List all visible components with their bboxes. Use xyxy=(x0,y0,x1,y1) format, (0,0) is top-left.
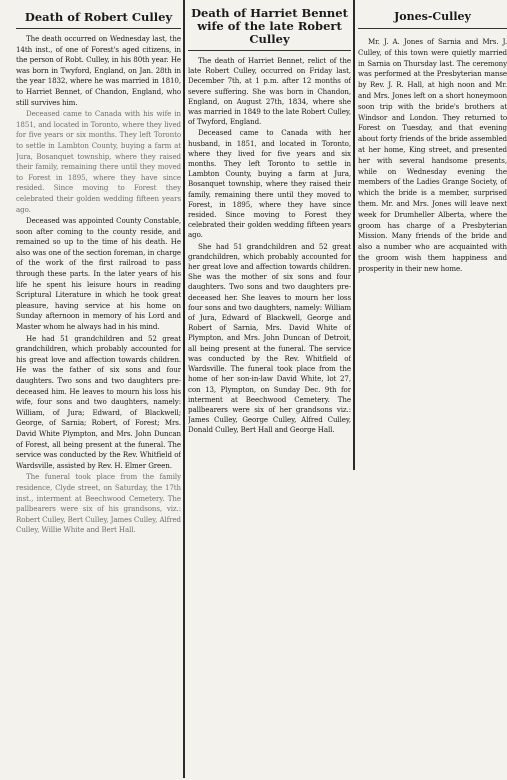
article-title: Death of Harriet Bennet wife of the late Robert Culley xyxy=(188,4,351,51)
article-paragraph: The funeral took place from the family residence, Clyde street, on Saturday, the 17th inst., interment at Beechwood Cemetery. The pallbearers were six of his grandsons, viz.: Robert Culley, Bert Culley, James Culley, Alfred Culley, Willie White and Bert Hall. xyxy=(16,472,181,535)
article-body xyxy=(188,51,351,436)
article-harriet-bennet xyxy=(188,4,351,437)
article-paragraph: Deceased was appointed County Constable, soon after coming to the county reside, and remained so up to the time of his death. He also was one of the section foreman, in charge of the work of the first railroad to pass through these parts. In the later years of his life he spent his leisure hours in reading Scriptural Literature in which he took great pleasure, having service at his home on Sunday afternoon in memory of his Lord and Master whom he always had in his mind. xyxy=(16,216,181,332)
article-body xyxy=(16,29,181,536)
article-paragraph: She had 51 grandchildren and 52 great grandchildren, which probably accounted for her great love and affection towards children. She was the mother of six sons and four daughters. Two sons and two daughters pre-deceased her. She leaves to mourn her loss four sons and two daughters, namely: William of Jura, Edward of Blackwell, George and Robert of Sarnia, Mrs. David White of Plympton, and Mrs. John Duncan of Detroit, all being present at the funeral. The service was conducted by the Rev. Whitfield of Wardsville. The funeral took place from the home of her son-in-law David White, lot 27, con 13, Plympton, on Sunday Dec. 9th for interment at Beechwood Cemetery. The pallbearers were six of her grandsons viz.: James Culley, George Culley, Alfred Culley, Donald Culley, Bert Hall and George Hall. xyxy=(188,241,351,435)
article-paragraph: Mr. J. A. Jones of Sarnia and Mrs. J. Culley, of this town were quietly married in Sarnia on Thursday last. The ceremony was performed at the Presbyterian manse by Rev. J. R. Hall, at high noon and Mr. and Mrs. Jones left on a short honeymoon soon trip with the bride's brothers at Windsor and London. They returned to Forest on Tuesday, and that evening about forty friends of the bride assembled at her home, King street, and presented her with several handsome presents, while on Wednesday evening the members of the Ladies Grange Society, of which the bride is a member, surprised them. Mr. and Mrs. Jones will leave next week for Drumheller Alberta, where the groom has charge of a Presbyterian Mission. Many friends of the bride and also a number who are acquainted with the groom wish them happiness and prosperity in their new home. xyxy=(358,37,507,273)
article-paragraph: Deceased came to Canada with his wife in 1851, and located in Toronto, where they lived for five years or six months. They left Toronto to settle in Lambton County, buying a farm at Jura, Bosanquet township, where they raised their family, remaining there until they moved to Forest in 1895, where they have since resided. Since moving to Forest they celebrated their golden wedding fifteen years ago. xyxy=(16,109,181,214)
article-paragraph: Deceased came to Canada with her husband, in 1851, and located in Toronto, where they lived for five years and six months. They left Toronto to settle in Lambton County, buying a farm at Jura, Bosanquet township, where they raised their family, remaining there until they moved to Forest, in 1895, where they have since resided. Since moving to Forest they celebrated their golden wedding fifteen years ago. xyxy=(188,128,351,240)
article-paragraph: The death of Harriet Bennet, relict of the late Robert Culley, occurred on Friday last, December 7th, at 1 p.m. after 12 months of severe suffering. She was born in Chandon, England, on August 27th, 1834, where she was married in 1849 to the late Robert Culley, of Twyford, England. xyxy=(188,56,351,127)
article-paragraph: The death occurred on Wednesday last, the 14th inst., of one of Forest's aged citizens, in the person of Robt. Culley, in his 80th year. He was born in Twyford, England, on Jan. 28th in the year 1832, where he was married in 1810, to Harriet Bennet, of Chandon, England, who still survives him. xyxy=(16,34,181,107)
article-jones-culley xyxy=(358,4,507,276)
article-title: Death of Robert Culley xyxy=(16,4,181,29)
article-robert-culley xyxy=(16,4,181,537)
column-rule-right xyxy=(353,0,355,470)
column-rule-left xyxy=(183,0,185,778)
article-title: Jones-Culley xyxy=(358,4,507,29)
article-paragraph: He had 51 grandchildren and 52 great grandchildren, which probably accounted for his great love and affection towards children. He was the father of six sons and four daughters. Two sons and two daughters pre-deceased him. He leaves to mourn his loss his wife, four sons and two daughters, namely: William, of Jura; Edward, of Blackwell; George, of Sarnia; Robert, of Forest; Mrs. David White Plympton, and Mrs. John Duncan of Forest, all being present at the funeral. The service was conducted by the Rev. Whitfield of Wardsville, assisted by Rev. H. Elmer Green. xyxy=(16,333,181,470)
article-body xyxy=(358,29,507,275)
